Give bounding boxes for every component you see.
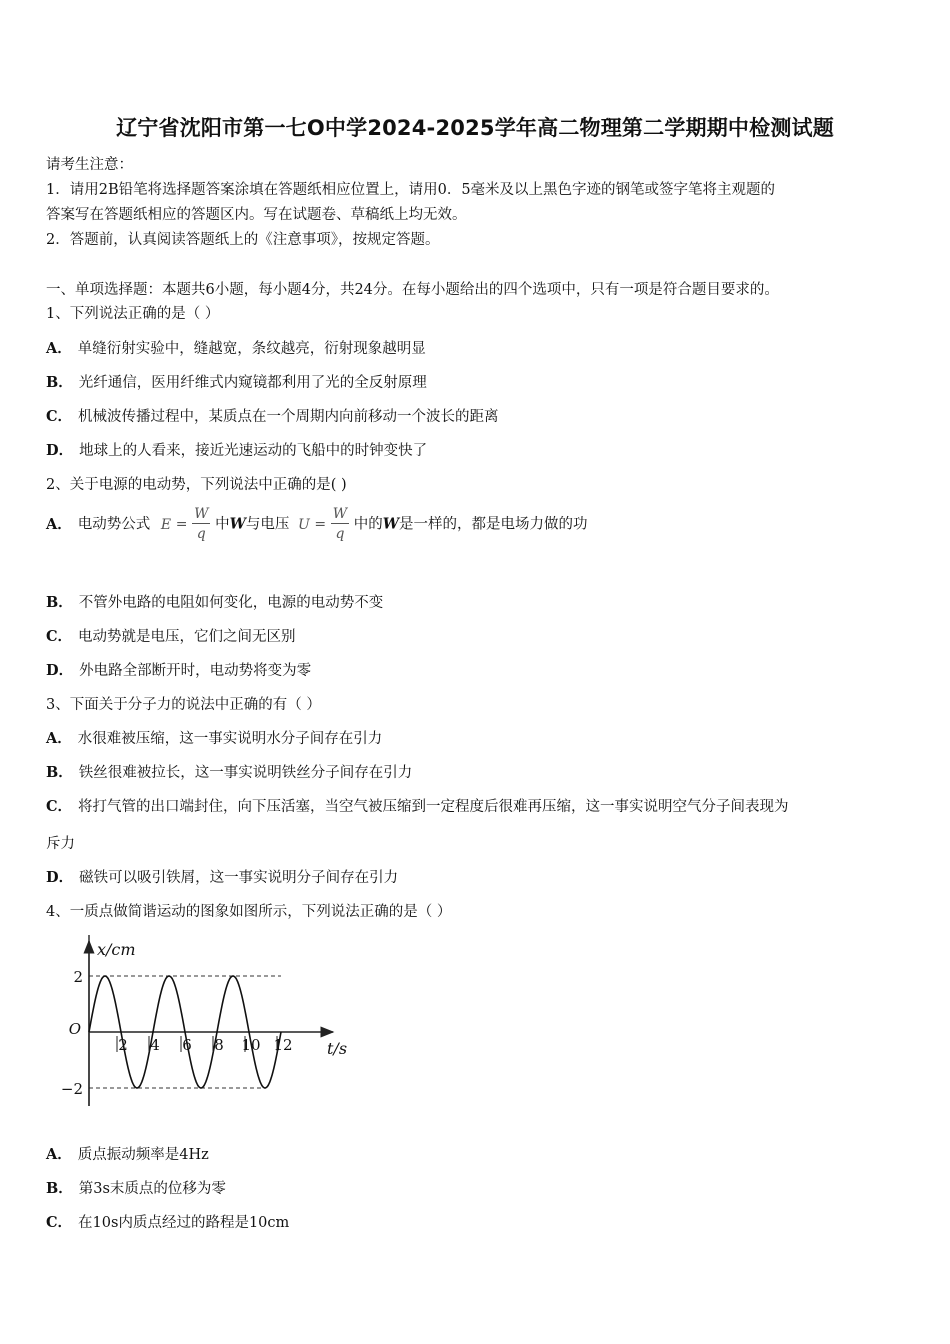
option-key: A． xyxy=(46,340,72,357)
fraction-numerator: W xyxy=(332,506,348,522)
x-tick-label: 2 xyxy=(118,1036,128,1054)
option-key: D． xyxy=(46,869,74,886)
x-tick-label: 10 xyxy=(241,1036,261,1054)
option-text: 光纤通信，医用纤维式内窥镜都利用了光的全反射原理 xyxy=(78,375,427,391)
x-tick-label: 4 xyxy=(150,1036,160,1054)
q3-option-b xyxy=(46,761,412,782)
option-text-post: 中的 xyxy=(353,516,383,533)
q4-option-c xyxy=(46,1211,289,1232)
option-text-end: 是一样的，都是电场力做的功 xyxy=(399,516,588,533)
notice-header: 请考生注意： xyxy=(46,157,133,173)
origin-label: O xyxy=(68,1020,81,1038)
option-text: 磁铁可以吸引铁屑，这一事实说明分子间存在引力 xyxy=(79,870,399,886)
option-key: B． xyxy=(46,764,73,781)
section-heading: 一、单项选择题：本题共6小题，每小题4分，共24分。在每小题给出的四个选项中，只有一项是符合题目要求的。 xyxy=(46,282,779,298)
y-tick-label: 2 xyxy=(73,968,83,986)
x-axis-label: t/s xyxy=(327,1039,348,1058)
q3-stem: 3、下面关于分子力的说法中正确的有（ ） xyxy=(46,697,321,713)
fraction-numerator: W xyxy=(194,506,209,522)
y-tick-label: −2 xyxy=(60,1080,83,1098)
option-key: A． xyxy=(46,730,72,747)
option-key: C． xyxy=(46,798,73,815)
option-text-mid: 中 xyxy=(215,516,230,533)
x-tick-label: 12 xyxy=(273,1036,293,1054)
q1-option-d xyxy=(46,439,427,460)
fraction-denominator: q xyxy=(196,526,206,542)
x-tick-label: 8 xyxy=(214,1036,224,1054)
option-text: 外电路全部断开时，电动势将变为零 xyxy=(79,663,312,679)
notice-line-1: 1．请用2B铅笔将选择题答案涂填在答题纸相应位置上，请用0．5毫米及以上黑色字迹的钢笔或签字笔将主观题的 xyxy=(46,182,776,198)
formula-u-fraction xyxy=(331,505,349,544)
formula-u-eq: = xyxy=(314,516,327,533)
fraction-denominator: q xyxy=(335,526,345,542)
q3-option-c xyxy=(46,795,789,816)
q3-option-c-cont: 斥力 xyxy=(46,836,75,852)
option-text: 第3s末质点的位移为零 xyxy=(78,1181,226,1197)
option-text: 在10s内质点经过的路程是10cm xyxy=(78,1215,290,1231)
symbol-w: W xyxy=(382,515,400,533)
option-key: C． xyxy=(46,628,73,645)
q2-option-a xyxy=(46,505,588,544)
option-text: 地球上的人看来，接近光速运动的飞船中的时钟变快了 xyxy=(79,443,428,459)
shm-graph xyxy=(58,935,348,1115)
q3-option-a xyxy=(46,727,382,748)
option-text: 不管外电路的电阻如何变化，电源的电动势不变 xyxy=(78,595,384,611)
option-text: 水很难被压缩，这一事实说明水分子间存在引力 xyxy=(77,731,383,747)
formula-e-eq: = xyxy=(175,516,188,533)
option-key: D． xyxy=(46,442,74,459)
q2-option-b xyxy=(46,591,383,612)
option-key: C． xyxy=(46,1214,73,1231)
option-key: B． xyxy=(46,1180,73,1197)
option-text: 机械波传播过程中，某质点在一个周期内向前移动一个波长的距离 xyxy=(78,409,499,425)
notice-line-2: 2．答题前，认真阅读答题纸上的《注意事项》，按规定答题。 xyxy=(46,232,440,248)
q3-option-d xyxy=(46,866,398,887)
symbol-w: W xyxy=(229,515,246,533)
q2-option-c xyxy=(46,625,296,646)
q4-stem: 4、一质点做简谐运动的图象如图所示，下列说法正确的是（ ） xyxy=(46,904,452,920)
q2-stem: 2、关于电源的电动势，下列说法中正确的是( ) xyxy=(46,477,347,493)
option-text: 铁丝很难被拉长，这一事实说明铁丝分子间存在引力 xyxy=(78,765,413,781)
q1-option-b xyxy=(46,371,427,392)
formula-e-fraction xyxy=(192,505,210,544)
option-key: C． xyxy=(46,408,73,425)
q2-option-d xyxy=(46,659,311,680)
q1-stem: 1、下列说法正确的是（ ） xyxy=(46,306,220,322)
option-key: D． xyxy=(46,662,74,679)
q1-option-a xyxy=(46,337,426,358)
notice-line-1b: 答案写在答题纸相应的答题区内。写在试题卷、草稿纸上均无效。 xyxy=(46,207,467,223)
option-text: 单缝衍射实验中，缝越宽，条纹越亮，衍射现象越明显 xyxy=(77,341,426,357)
option-text: 将打气管的出口端封住，向下压活塞，当空气被压缩到一定程度后很难再压缩，这一事实说明空气分子间表现为 xyxy=(78,799,789,815)
option-text: 电动势就是电压，它们之间无区别 xyxy=(78,629,296,645)
q4-option-a xyxy=(46,1143,209,1164)
formula-e-lhs: E xyxy=(160,516,172,533)
option-text-mid2: 与电压 xyxy=(245,516,290,533)
q1-option-c xyxy=(46,405,499,426)
option-key: B． xyxy=(46,374,73,391)
y-axis-label: x/cm xyxy=(97,940,136,959)
option-key: B． xyxy=(46,594,73,611)
page-title: 辽宁省沈阳市第一七O中学2024-2025学年高二物理第二学期期中检测试题 xyxy=(116,116,834,140)
option-key: A． xyxy=(46,1146,72,1163)
option-text-pre: 电动势公式 xyxy=(77,516,151,533)
option-key: A． xyxy=(46,515,72,533)
formula-u-lhs: U xyxy=(297,516,310,533)
x-tick-label: 6 xyxy=(182,1036,192,1054)
q4-option-b xyxy=(46,1177,226,1198)
option-text: 质点振动频率是4Hz xyxy=(77,1147,209,1163)
